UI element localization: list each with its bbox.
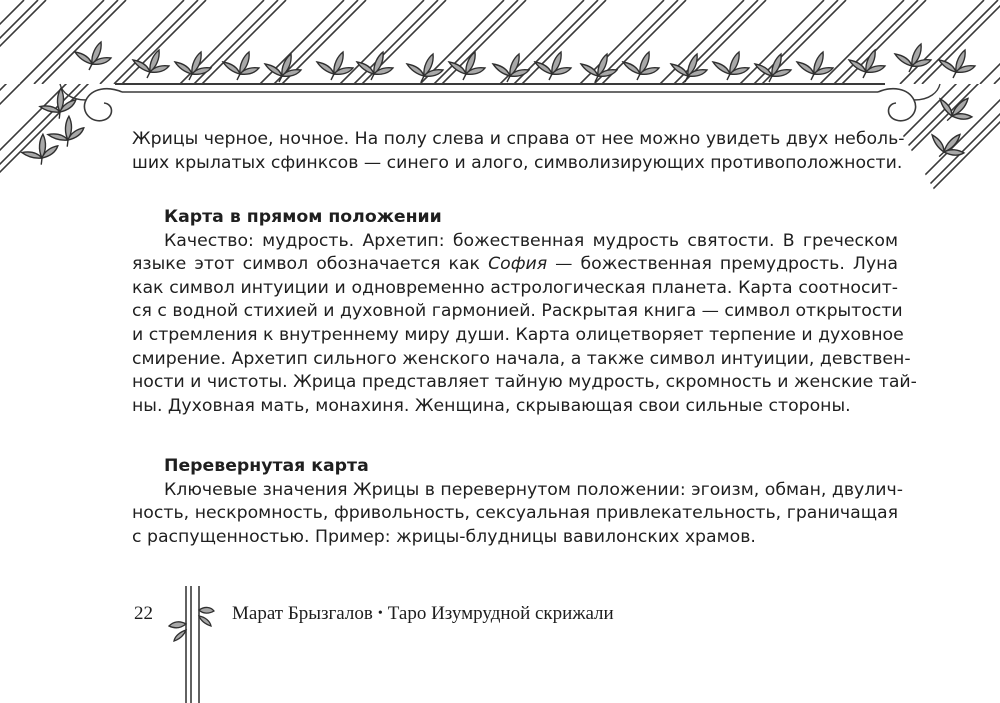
text-line: ся с водной стихией и духовной гармонией. Раскрытая книга — символ открытости: [132, 301, 903, 322]
footer-separator: •: [377, 606, 383, 621]
author-name: Марат Брызгалов: [232, 603, 373, 624]
text-line: ность, нескромность, фривольность, сексуальная привлекательность, граничащая: [132, 503, 898, 524]
section-heading-upright: Карта в прямом положении: [164, 207, 442, 227]
footer-ornament: [165, 586, 225, 703]
text-line: ших крылатых сфинксов — синего и алого, символизирующих противоположности.: [132, 152, 903, 173]
text-line: Качество: мудрость. Архетип: божественная мудрость святости. В греческом: [164, 230, 898, 251]
text-line: и стремления к внутреннему миру души. Карта олицетворяет терпение и духовное: [132, 324, 904, 345]
running-footer: [232, 603, 614, 625]
reversed-section: [132, 455, 903, 549]
text-fragment: языке этот символ обозначается как: [132, 254, 489, 275]
text-line: смирение. Архетип сильного женского начала, а также символ интуиции, девствен-: [132, 348, 911, 369]
decorative-ornament-header: [0, 0, 1000, 230]
text-line-with-emphasis: [132, 253, 898, 277]
text-line: Жрицы черное, ночное. На полу слева и справа от нее можно увидеть двух неболь-: [132, 129, 905, 149]
intro-paragraph: [132, 128, 905, 175]
text-line: с распущенностью. Пример: жрицы-блудницы вавилонских храмов.: [132, 526, 756, 547]
text-line: как символ интуиции и одновременно астрологическая планета. Карта соотносит-: [132, 277, 898, 298]
text-line: ности и чистоты. Жрица представляет тайную мудрость, скромность и женские тай-: [132, 372, 917, 393]
book-title: Таро Изумрудной скрижали: [387, 603, 614, 624]
text-line: ны. Духовная мать, монахиня. Женщина, скрывающая свои сильные стороны.: [132, 395, 851, 416]
upright-section: [132, 206, 917, 418]
text-line: Ключевые значения Жрицы в перевернутом положении: эгоизм, обман, двулич-: [164, 479, 903, 500]
section-heading-reversed: Перевернутая карта: [164, 456, 369, 476]
text-fragment: — божественная премудрость. Луна: [547, 254, 898, 275]
page-number: 22: [134, 603, 153, 624]
emphasized-word: София: [488, 254, 548, 275]
